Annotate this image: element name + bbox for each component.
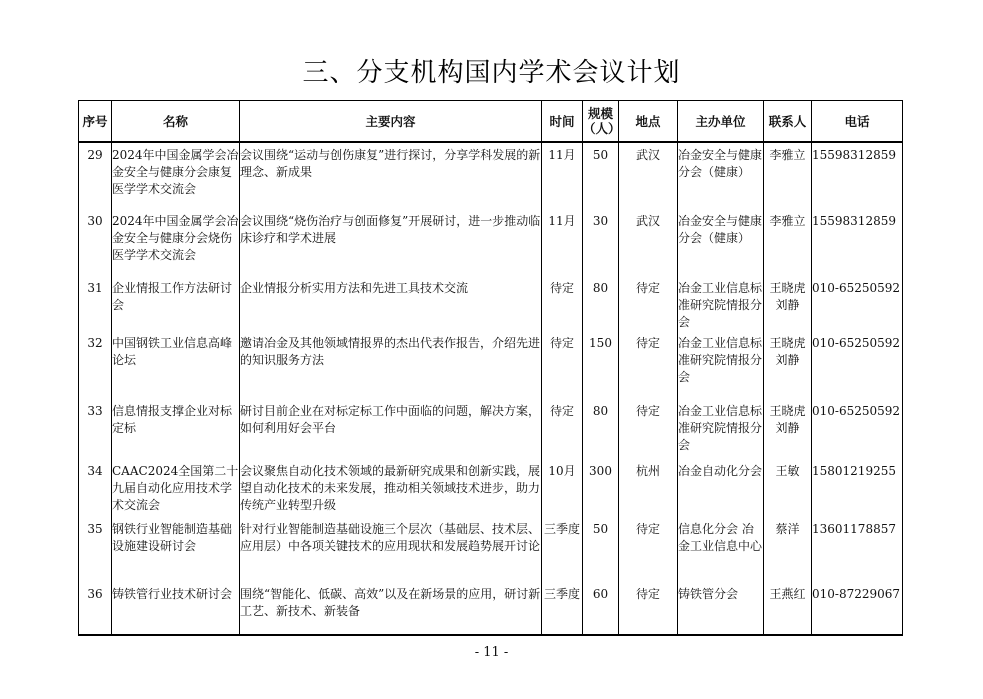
row-contact: 王晓虎 刘静 bbox=[764, 331, 812, 399]
row-time: 待定 bbox=[542, 331, 583, 399]
header-scale: 规模（人） bbox=[583, 101, 619, 143]
row-contact: 王晓虎 刘静 bbox=[764, 276, 812, 331]
row-content: 企业情报分析实用方法和先进工具技术交流 bbox=[240, 276, 542, 331]
row-organizer: 冶金安全与健康分会（健康） bbox=[678, 209, 764, 276]
row-place: 杭州 bbox=[619, 459, 678, 517]
row-scale: 30 bbox=[583, 209, 619, 276]
row-time: 三季度 bbox=[542, 517, 583, 582]
row-phone: 15598312859 bbox=[812, 209, 903, 276]
conference-plan-table bbox=[78, 100, 903, 636]
table-row bbox=[79, 582, 903, 635]
row-no: 36 bbox=[79, 582, 112, 635]
row-no: 31 bbox=[79, 276, 112, 331]
row-organizer: 冶金自动化分会 bbox=[678, 459, 764, 517]
header-no: 序号 bbox=[79, 101, 112, 143]
row-time: 三季度 bbox=[542, 582, 583, 635]
row-organizer: 冶金工业信息标准研究院情报分会 bbox=[678, 331, 764, 399]
row-contact: 王晓虎 刘静 bbox=[764, 399, 812, 459]
row-name: 2024年中国金属学会冶金安全与健康分会烧伤医学学术交流会 bbox=[112, 209, 240, 276]
table-row bbox=[79, 459, 903, 517]
row-time: 11月 bbox=[542, 209, 583, 276]
row-content: 围绕“智能化、低碳、高效”以及在新场景的应用，研讨新工艺、新技术、新装备 bbox=[240, 582, 542, 635]
page-number: - 11 - bbox=[474, 645, 509, 660]
row-name: 铸铁管行业技术研讨会 bbox=[112, 582, 240, 635]
row-content: 会议围绕“运动与创伤康复”进行探讨，分享学科发展的新理念、新成果 bbox=[240, 142, 542, 209]
row-scale: 60 bbox=[583, 582, 619, 635]
table-row bbox=[79, 142, 903, 209]
row-contact: 李雅立 bbox=[764, 142, 812, 209]
row-place: 待定 bbox=[619, 331, 678, 399]
row-place: 待定 bbox=[619, 399, 678, 459]
row-organizer: 冶金安全与健康分会（健康） bbox=[678, 142, 764, 209]
page-title: 三、分支机构国内学术会议计划 bbox=[302, 58, 681, 88]
row-no: 29 bbox=[79, 142, 112, 209]
row-place: 待定 bbox=[619, 276, 678, 331]
row-place: 待定 bbox=[619, 582, 678, 635]
row-organizer: 冶金工业信息标准研究院情报分会 bbox=[678, 276, 764, 331]
row-scale: 80 bbox=[583, 399, 619, 459]
row-scale: 50 bbox=[583, 517, 619, 582]
table-row bbox=[79, 276, 903, 331]
table-row bbox=[79, 209, 903, 276]
row-content: 针对行业智能制造基础设施三个层次（基础层、技术层、应用层）中各项关键技术的应用现状和发展趋势展开讨论 bbox=[240, 517, 542, 582]
row-content: 会议围绕“烧伤治疗与创面修复”开展研讨，进一步推动临床诊疗和学术进展 bbox=[240, 209, 542, 276]
row-scale: 80 bbox=[583, 276, 619, 331]
table-row bbox=[79, 399, 903, 459]
row-phone: 010-65250592 bbox=[812, 276, 903, 331]
row-name: 钢铁行业智能制造基础设施建设研讨会 bbox=[112, 517, 240, 582]
header-content: 主要内容 bbox=[240, 101, 542, 143]
row-phone: 010-65250592 bbox=[812, 331, 903, 399]
row-time: 待定 bbox=[542, 399, 583, 459]
row-content: 研讨目前企业在对标定标工作中面临的问题，解决方案，如何利用好会平台 bbox=[240, 399, 542, 459]
row-phone: 15801219255 bbox=[812, 459, 903, 517]
row-no: 32 bbox=[79, 331, 112, 399]
header-organizer: 主办单位 bbox=[678, 101, 764, 143]
row-contact: 王燕红 bbox=[764, 582, 812, 635]
row-scale: 300 bbox=[583, 459, 619, 517]
table-row bbox=[79, 517, 903, 582]
row-time: 11月 bbox=[542, 142, 583, 209]
row-name: 中国钢铁工业信息高峰论坛 bbox=[112, 331, 240, 399]
row-phone: 13601178857 bbox=[812, 517, 903, 582]
row-no: 35 bbox=[79, 517, 112, 582]
row-contact: 蔡洋 bbox=[764, 517, 812, 582]
row-place: 武汉 bbox=[619, 142, 678, 209]
table-row bbox=[79, 331, 903, 399]
header-time: 时间 bbox=[542, 101, 583, 143]
row-phone: 010-87229067 bbox=[812, 582, 903, 635]
header-place: 地点 bbox=[619, 101, 678, 143]
row-organizer: 信息化分会 冶金工业信息中心 bbox=[678, 517, 764, 582]
row-scale: 50 bbox=[583, 142, 619, 209]
table-header-row bbox=[79, 101, 903, 143]
row-no: 30 bbox=[79, 209, 112, 276]
row-no: 34 bbox=[79, 459, 112, 517]
row-phone: 010-65250592 bbox=[812, 399, 903, 459]
row-name: 企业情报工作方法研讨会 bbox=[112, 276, 240, 331]
row-name: 2024年中国金属学会冶金安全与健康分会康复医学学术交流会 bbox=[112, 142, 240, 209]
row-contact: 李雅立 bbox=[764, 209, 812, 276]
row-place: 待定 bbox=[619, 517, 678, 582]
row-no: 33 bbox=[79, 399, 112, 459]
row-contact: 王敏 bbox=[764, 459, 812, 517]
row-scale: 150 bbox=[583, 331, 619, 399]
header-name: 名称 bbox=[112, 101, 240, 143]
header-contact: 联系人 bbox=[764, 101, 812, 143]
row-name: 信息情报支撑企业对标定标 bbox=[112, 399, 240, 459]
row-organizer: 冶金工业信息标准研究院情报分会 bbox=[678, 399, 764, 459]
row-content: 邀请冶金及其他领域情报界的杰出代表作报告，介绍先进的知识服务方法 bbox=[240, 331, 542, 399]
row-time: 10月 bbox=[542, 459, 583, 517]
row-organizer: 铸铁管分会 bbox=[678, 582, 764, 635]
row-content: 会议聚焦自动化技术领域的最新研究成果和创新实践，展望自动化技术的未来发展，推动相关领域技术进步，助力传统产业转型升级 bbox=[240, 459, 542, 517]
header-phone: 电话 bbox=[812, 101, 903, 143]
row-phone: 15598312859 bbox=[812, 142, 903, 209]
row-place: 武汉 bbox=[619, 209, 678, 276]
row-name: CAAC2024全国第二十九届自动化应用技术学术交流会 bbox=[112, 459, 240, 517]
row-time: 待定 bbox=[542, 276, 583, 331]
